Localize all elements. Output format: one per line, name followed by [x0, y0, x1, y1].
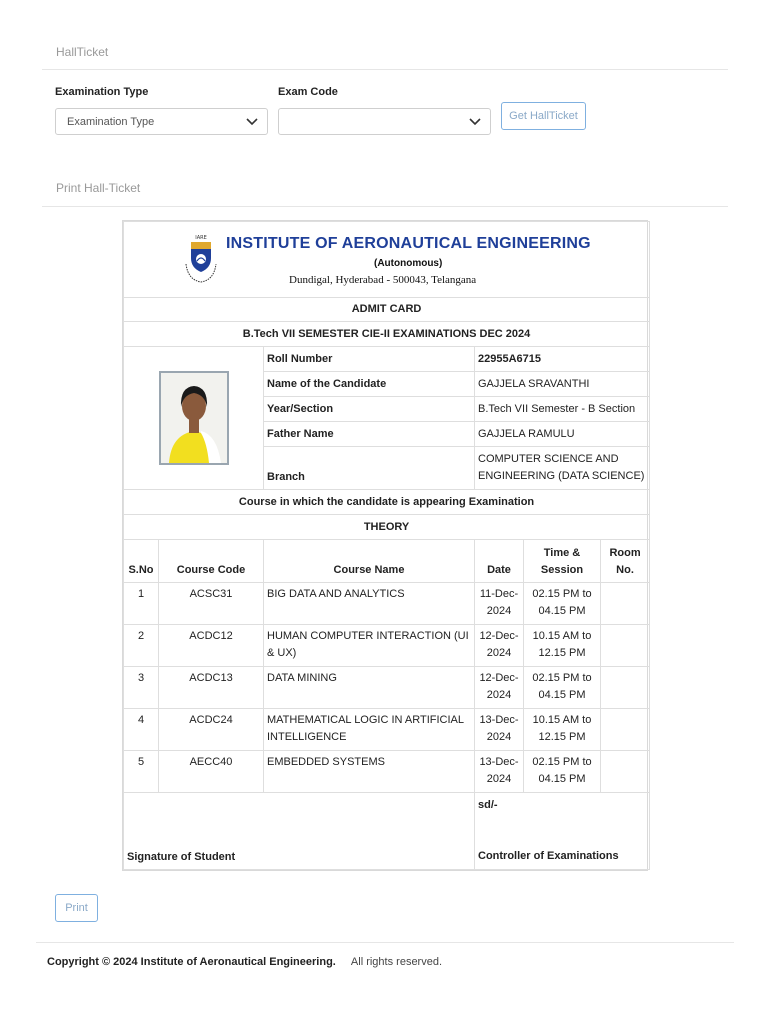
detail-label-father: Father Name: [264, 422, 475, 447]
course-time: 10.15 AM to 12.15 PM: [524, 709, 601, 751]
course-time: 02.15 PM to 04.15 PM: [524, 583, 601, 625]
exam-type-label: Examination Type: [55, 86, 149, 98]
get-hallticket-button[interactable]: Get HallTicket: [501, 102, 586, 130]
institute-subtitle: (Autonomous): [374, 258, 443, 269]
table-row: [124, 751, 650, 793]
admit-card: [122, 220, 648, 871]
course-time: 02.15 PM to 04.15 PM: [524, 751, 601, 793]
institute-address: Dundigal, Hyderabad - 500043, Telangana: [289, 274, 477, 286]
footer-divider: [36, 942, 734, 943]
course-sno: 5: [124, 751, 159, 793]
divider: [42, 69, 728, 70]
exam-type-select[interactable]: [55, 108, 268, 135]
course-sno: 2: [124, 625, 159, 667]
detail-value-roll: 22955A6715: [475, 347, 650, 372]
course-sno: 1: [124, 583, 159, 625]
course-time: 02.15 PM to 04.15 PM: [524, 667, 601, 709]
course-code: AECC40: [159, 751, 264, 793]
institute-header: [124, 222, 650, 298]
course-name: DATA MINING: [264, 667, 475, 709]
footer-copyright: Copyright © 2024 Institute of Aeronautical Engineering.: [47, 956, 336, 968]
detail-label-name: Name of the Candidate: [264, 372, 475, 397]
exam-code-label: Exam Code: [278, 86, 338, 98]
admit-card-title: ADMIT CARD: [124, 298, 650, 322]
course-date: 12-Dec-2024: [475, 667, 524, 709]
table-row: [124, 667, 650, 709]
controller-of-examinations: Controller of Examinations: [478, 850, 619, 862]
theory-heading: THEORY: [124, 515, 650, 540]
course-heading: Course in which the candidate is appearing Examination: [124, 490, 650, 515]
exam-type-selected-value: Examination Type: [67, 116, 155, 128]
candidate-photo: [159, 371, 229, 465]
signature-student: Signature of Student: [124, 793, 475, 870]
course-date: 12-Dec-2024: [475, 625, 524, 667]
detail-value-father: GAJJELA RAMULU: [475, 422, 650, 447]
course-code: ACSC31: [159, 583, 264, 625]
course-date: 13-Dec-2024: [475, 709, 524, 751]
course-code: ACDC12: [159, 625, 264, 667]
divider: [42, 206, 728, 207]
exam-code-select[interactable]: [278, 108, 491, 135]
institute-name: INSTITUTE OF AERONAUTICAL ENGINEERING: [226, 235, 591, 252]
course-name: MATHEMATICAL LOGIC IN ARTIFICIAL INTELLIGENCE: [264, 709, 475, 751]
iare-shield-logo: [180, 234, 222, 286]
course-code: ACDC24: [159, 709, 264, 751]
footer: [47, 956, 442, 968]
course-room: [601, 583, 650, 625]
logo-lettering: IARE: [195, 235, 207, 241]
column-header: Date: [475, 540, 524, 583]
course-name: HUMAN COMPUTER INTERACTION (UI & UX): [264, 625, 475, 667]
course-room: [601, 709, 650, 751]
course-time: 10.15 AM to 12.15 PM: [524, 625, 601, 667]
table-row: [124, 625, 650, 667]
column-header: S.No: [124, 540, 159, 583]
chevron-down-icon: [245, 115, 259, 129]
course-room: [601, 625, 650, 667]
course-name: EMBEDDED SYSTEMS: [264, 751, 475, 793]
course-date: 13-Dec-2024: [475, 751, 524, 793]
column-header: Course Name: [264, 540, 475, 583]
exam-title: B.Tech VII SEMESTER CIE-II EXAMINATIONS DEC 2024: [124, 322, 650, 347]
detail-value-name: GAJJELA SRAVANTHI: [475, 372, 650, 397]
detail-label-year: Year/Section: [264, 397, 475, 422]
column-header: Room No.: [601, 540, 650, 583]
course-name: BIG DATA AND ANALYTICS: [264, 583, 475, 625]
column-header: Course Code: [159, 540, 264, 583]
detail-label-branch: Branch: [264, 447, 475, 490]
controller-signature-cell: [475, 793, 650, 870]
hallticket-section-title: HallTicket: [56, 45, 109, 59]
table-row: [124, 709, 650, 751]
detail-value-branch: COMPUTER SCIENCE AND ENGINEERING (DATA SCIENCE): [475, 447, 650, 490]
column-header: Time & Session: [524, 540, 601, 583]
chevron-down-icon: [468, 115, 482, 129]
course-sno: 3: [124, 667, 159, 709]
course-code: ACDC13: [159, 667, 264, 709]
detail-label-roll: Roll Number: [264, 347, 475, 372]
print-button[interactable]: Print: [55, 894, 98, 922]
course-room: [601, 667, 650, 709]
footer-rights: All rights reserved.: [350, 956, 443, 968]
print-section-title: Print Hall-Ticket: [56, 181, 141, 195]
table-row: [124, 583, 650, 625]
course-date: 11-Dec-2024: [475, 583, 524, 625]
course-sno: 4: [124, 709, 159, 751]
photo-cell: [124, 347, 264, 490]
course-room: [601, 751, 650, 793]
detail-value-year: B.Tech VII Semester - B Section: [475, 397, 650, 422]
sd-mark: sd/-: [478, 799, 498, 811]
